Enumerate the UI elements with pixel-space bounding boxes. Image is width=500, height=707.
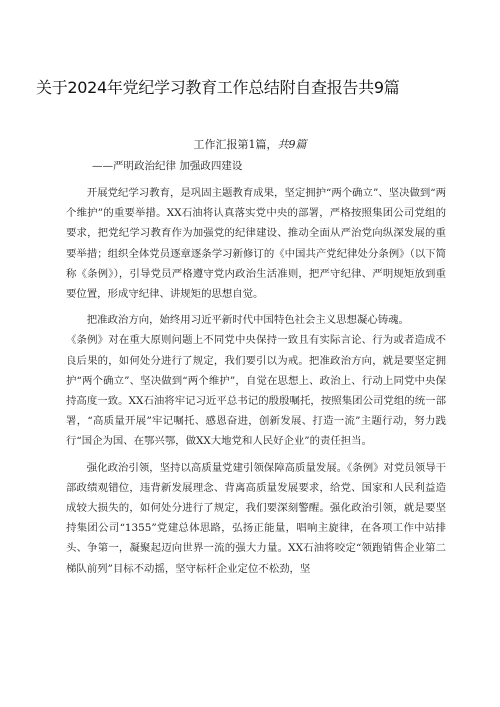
subtitle-suffix: 共9篇 — [277, 138, 307, 151]
document-title: 关于2024年党纪学习教育工作总结附自查报告共9篇 — [36, 78, 400, 97]
paragraph-3: 《条例》对在重大原则问题上不同党中央保持一致且有实际言论、行为或者造成不良后果的，如何处分进行了规定，我们要引以为戒。把准政治方向，就是要坚定拥护“两个确立”、坚决做到“两个维护”，自觉在思想上、政治上、行动上同党中央保持高度一致。XX石油将牢记习近平总书记的殷殷嘱托，按照集团公司党组的统一部署，“高质量开展”牢记嘱托、感恩奋进，创新发展、打造一流”主题行动，努力践行“国企为国、在鄂兴鄂，做XX大地党和人民好企业”的责任担当。 — [66, 334, 446, 448]
document-subtitle — [0, 138, 500, 152]
paragraph-2: 把准政治方向，始终用习近平新时代中国特色社会主义思想凝心铸魂。 — [86, 314, 409, 327]
paragraph-4: 强化政治引领，坚持以高质量党建引领保障高质量发展。《条例》对党员领导干部政绩观错位，违背新发展理念、背离高质量发展要求，给党、国家和人民利益造成较大损失的，如何处分进行了规定，我们要深刻警醒。强化政治引领，就是要坚持集团公司“1355”党建总体思路，弘扬正能量，唱响主旋律，在各项工作中站排头、争第一，凝聚起迈向世界一流的强大力量。XX石油将咬定“领跑销售企业第二梯队前列”目标不动摇，坚守标杆企业定位不松劲，坚 — [66, 461, 446, 575]
section-heading: ——严明政治纪律 加强政四建设 — [92, 160, 243, 172]
subtitle-prefix: 工作汇报第1篇， — [193, 138, 278, 151]
paragraph-1: 开展党纪学习教育，是巩固主题教育成果，坚定拥护“两个确立”、坚决做到“两个维护”的重要举措。XX石油将认真落实党中央的部署，严格按照集团公司党组的要求，把党纪学习教育作为加强党的纪律建设、推动全面从严治党向纵深发展的重要举措；组织全体党员逐章逐条学习新修订的《中国共产党纪律处分条例》（以下简称《条例》），引导党员严格遵守党内政治生活准则，把严守纪律、严明规矩放到重要位置，形成守纪律、讲规矩的思想自觉。 — [66, 187, 446, 301]
document-body — [66, 183, 446, 579]
